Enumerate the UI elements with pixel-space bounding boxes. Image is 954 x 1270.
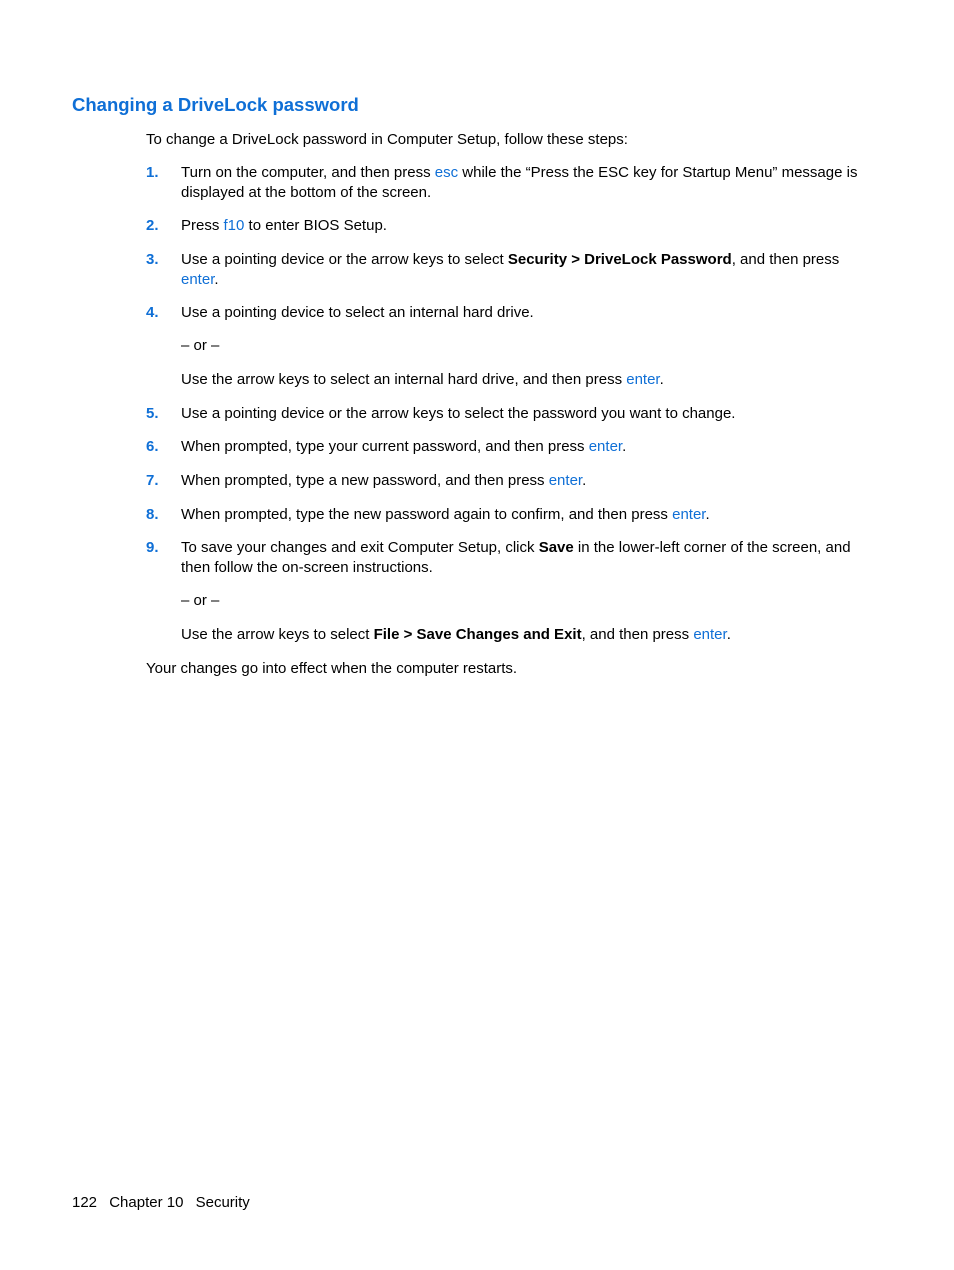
step-text-part: Use a pointing device or the arrow keys to select (181, 251, 508, 268)
step-text-part: When prompted, type the new password again to confirm, and then press (181, 506, 673, 523)
step-text: Use a pointing device or the arrow keys to select the password you want to change. (181, 405, 736, 422)
step-3 (146, 250, 876, 289)
step-7 (146, 471, 876, 491)
intro-paragraph: To change a DriveLock password in Computer Setup, follow these steps: (146, 131, 628, 148)
step-text-part: . (582, 472, 587, 489)
step-text (181, 505, 876, 525)
step-6 (146, 437, 876, 457)
step-text (181, 538, 876, 577)
step-9 (146, 538, 876, 577)
step-text (181, 437, 876, 457)
step-text-part: Use the arrow keys to select an internal hard drive, and then press (181, 371, 627, 388)
step-2 (146, 216, 876, 236)
step-number: 5. (146, 405, 159, 422)
step-text-part: , and then press (731, 251, 840, 268)
key-enter: enter (588, 438, 623, 455)
step-5 (146, 404, 876, 424)
chapter-title: Security (195, 1194, 250, 1211)
key-enter: enter (626, 371, 660, 388)
step-text (181, 250, 876, 289)
step-text-part: , and then press (581, 626, 694, 643)
step-text-part: while the “Press the ESC key for Startup Menu” message is displayed at the bottom of the screen. (181, 164, 858, 201)
save-label: Save (538, 539, 574, 556)
step-number: 1. (146, 164, 159, 181)
step-text-part: Turn on the computer, and then press (181, 164, 435, 181)
step-text: Use a pointing device to select an internal hard drive. (181, 304, 534, 321)
key-esc: esc (434, 164, 459, 181)
page-footer (72, 1193, 258, 1212)
step-4-alternative (181, 370, 664, 389)
step-text (181, 216, 876, 236)
step-number: 7. (146, 472, 159, 489)
step-text-part: . (726, 626, 731, 643)
key-enter: enter (672, 506, 706, 523)
step-number: 2. (146, 217, 159, 234)
key-enter: enter (548, 472, 583, 489)
step-text-part: Use the arrow keys to select (181, 626, 374, 643)
step-text-part: in the lower-left corner of the screen, and then follow the on-screen instructions. (181, 539, 851, 576)
key-enter: enter (181, 270, 215, 288)
closing-paragraph: Your changes go into effect when the computer restarts. (146, 660, 518, 677)
step-text-part: . (214, 270, 219, 288)
step-8 (146, 505, 876, 525)
step-text (181, 471, 876, 491)
step-number: 9. (146, 539, 159, 556)
or-separator: – or – (181, 337, 220, 354)
step-number: 6. (146, 438, 159, 455)
key-f10: f10 (223, 217, 245, 234)
or-separator: – or – (181, 592, 220, 609)
chapter-label: Chapter 10 (109, 1194, 184, 1211)
step-text-part: To save your changes and exit Computer Setup, click (181, 539, 539, 556)
step-1 (146, 163, 876, 202)
step-text-part: . (622, 438, 627, 455)
step-number: 4. (146, 304, 159, 321)
step-9-alternative (181, 625, 731, 644)
page-number: 122 (72, 1194, 98, 1211)
step-text-part: When prompted, type your current password, and then press (181, 438, 589, 455)
step-4 (146, 303, 876, 323)
step-text (181, 163, 876, 202)
step-text-part: . (659, 371, 664, 388)
step-text-part: to enter BIOS Setup. (244, 217, 387, 234)
menu-path: Security > DriveLock Password (507, 251, 732, 268)
section-heading: Changing a DriveLock password (72, 94, 359, 115)
step-text-part: Press (181, 217, 224, 234)
step-number: 8. (146, 506, 159, 523)
step-text-part: When prompted, type a new password, and then press (181, 472, 549, 489)
menu-path: File > Save Changes and Exit (373, 626, 582, 643)
step-text-part: . (705, 506, 710, 523)
key-enter: enter (693, 626, 727, 643)
step-number: 3. (146, 251, 159, 268)
